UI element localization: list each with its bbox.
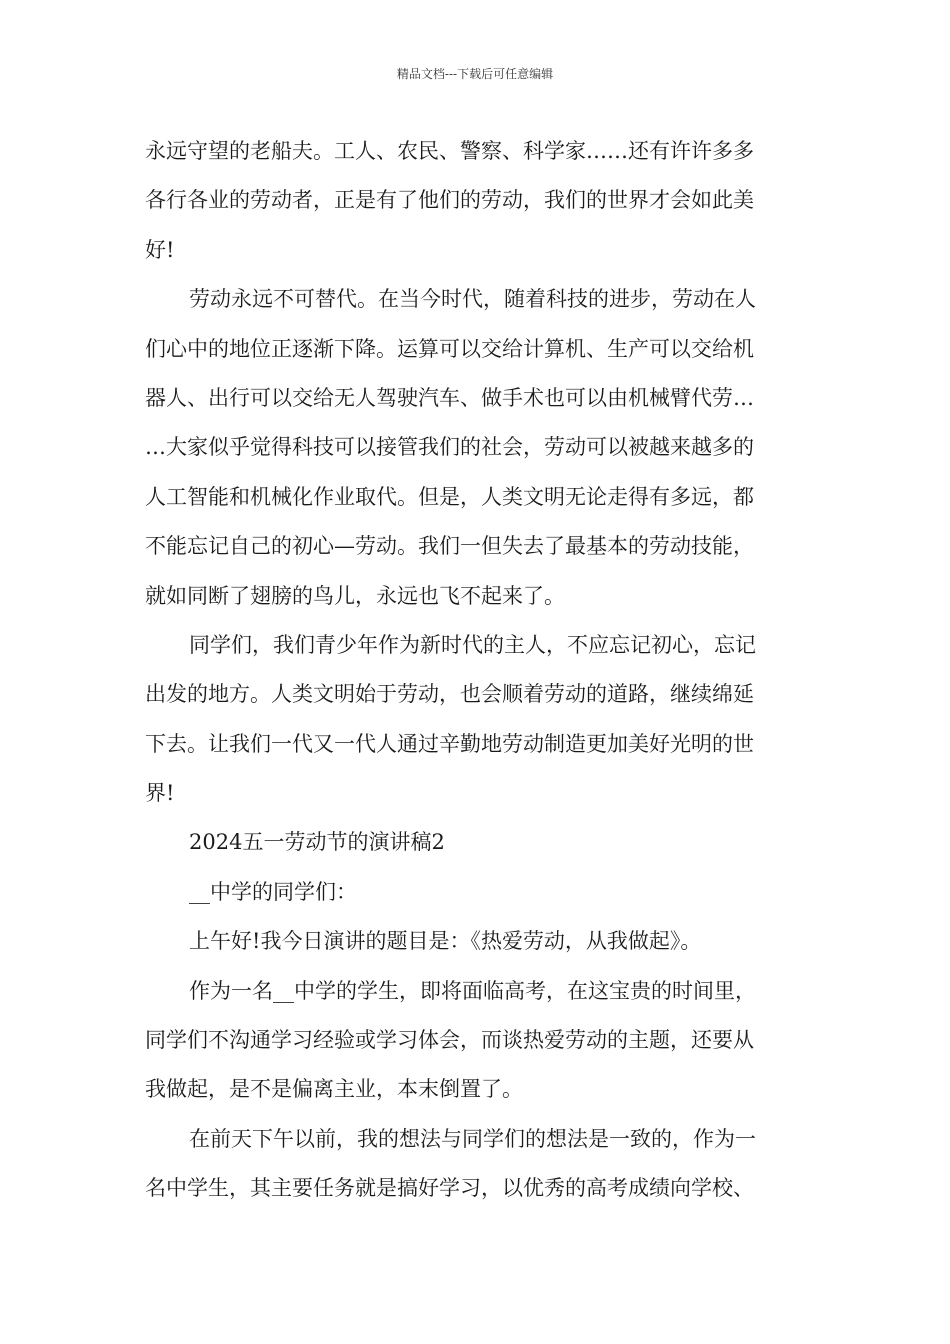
document-body	[145, 127, 809, 1214]
text-line: 好!	[145, 237, 175, 262]
text-line: …大家似乎觉得科技可以接管我们的社会，劳动可以被越来越多的	[145, 435, 754, 460]
text-line: 们心中的地位正逐渐下降。运算可以交给计算机、生产可以交给机	[145, 336, 754, 361]
text-line: 下去。让我们一代又一代人通过辛勤地劳动制造更加美好光明的世	[145, 731, 754, 756]
page-header: 精品文档---下载后可任意编辑	[396, 67, 554, 81]
text-line: 同学们不沟通学习经验或学习体会，而谈热爱劳动的主题，还要从	[145, 1028, 754, 1053]
paragraph-start-line: 作为一名__中学的学生，即将面临高考，在这宝贵的时间里，	[189, 978, 756, 1003]
text-line: 永远守望的老船夫。工人、农民、警察、科学家……还有许许多多	[145, 139, 754, 163]
text-line: 就如同断了翅膀的鸟儿，永远也飞不起来了。	[145, 583, 565, 608]
text-line: 界!	[145, 781, 175, 806]
section-title: 2024五一劳动节的演讲稿2	[189, 830, 445, 855]
text-line: 各行各业的劳动者，正是有了他们的劳动，我们的世界才会如此美	[145, 188, 754, 213]
text-line: 我做起，是不是偏离主业，本末倒置了。	[145, 1077, 523, 1102]
text-line: 人工智能和机械化作业取代。但是，人类文明无论走得有多远，都	[145, 484, 754, 509]
text-line: 出发的地方。人类文明始于劳动，也会顺着劳动的道路，继续绵延	[145, 682, 754, 707]
text-line: 不能忘记自己的初心—劳动。我们一但失去了最基本的劳动技能，	[145, 534, 754, 559]
text-line: 名中学生，其主要任务就是搞好学习，以优秀的高考成绩向学校、	[145, 1176, 754, 1201]
paragraph-start-line: 在前天下午以前，我的想法与同学们的想法是一致的，作为一	[189, 1126, 756, 1151]
text-line: 器人、出行可以交给无人驾驶汽车、做手术也可以由机械臂代劳…	[145, 385, 754, 410]
salutation: __中学的同学们：	[189, 879, 357, 904]
paragraph-start-line: 同学们，我们青少年作为新时代的主人，不应忘记初心，忘记	[189, 632, 756, 657]
paragraph-start-line: 上午好!我今日演讲的题目是：《热爱劳动，从我做起》。	[189, 929, 702, 954]
paragraph-start-line: 劳动永远不可替代。在当今时代，随着科技的进步，劳动在人	[189, 287, 756, 312]
